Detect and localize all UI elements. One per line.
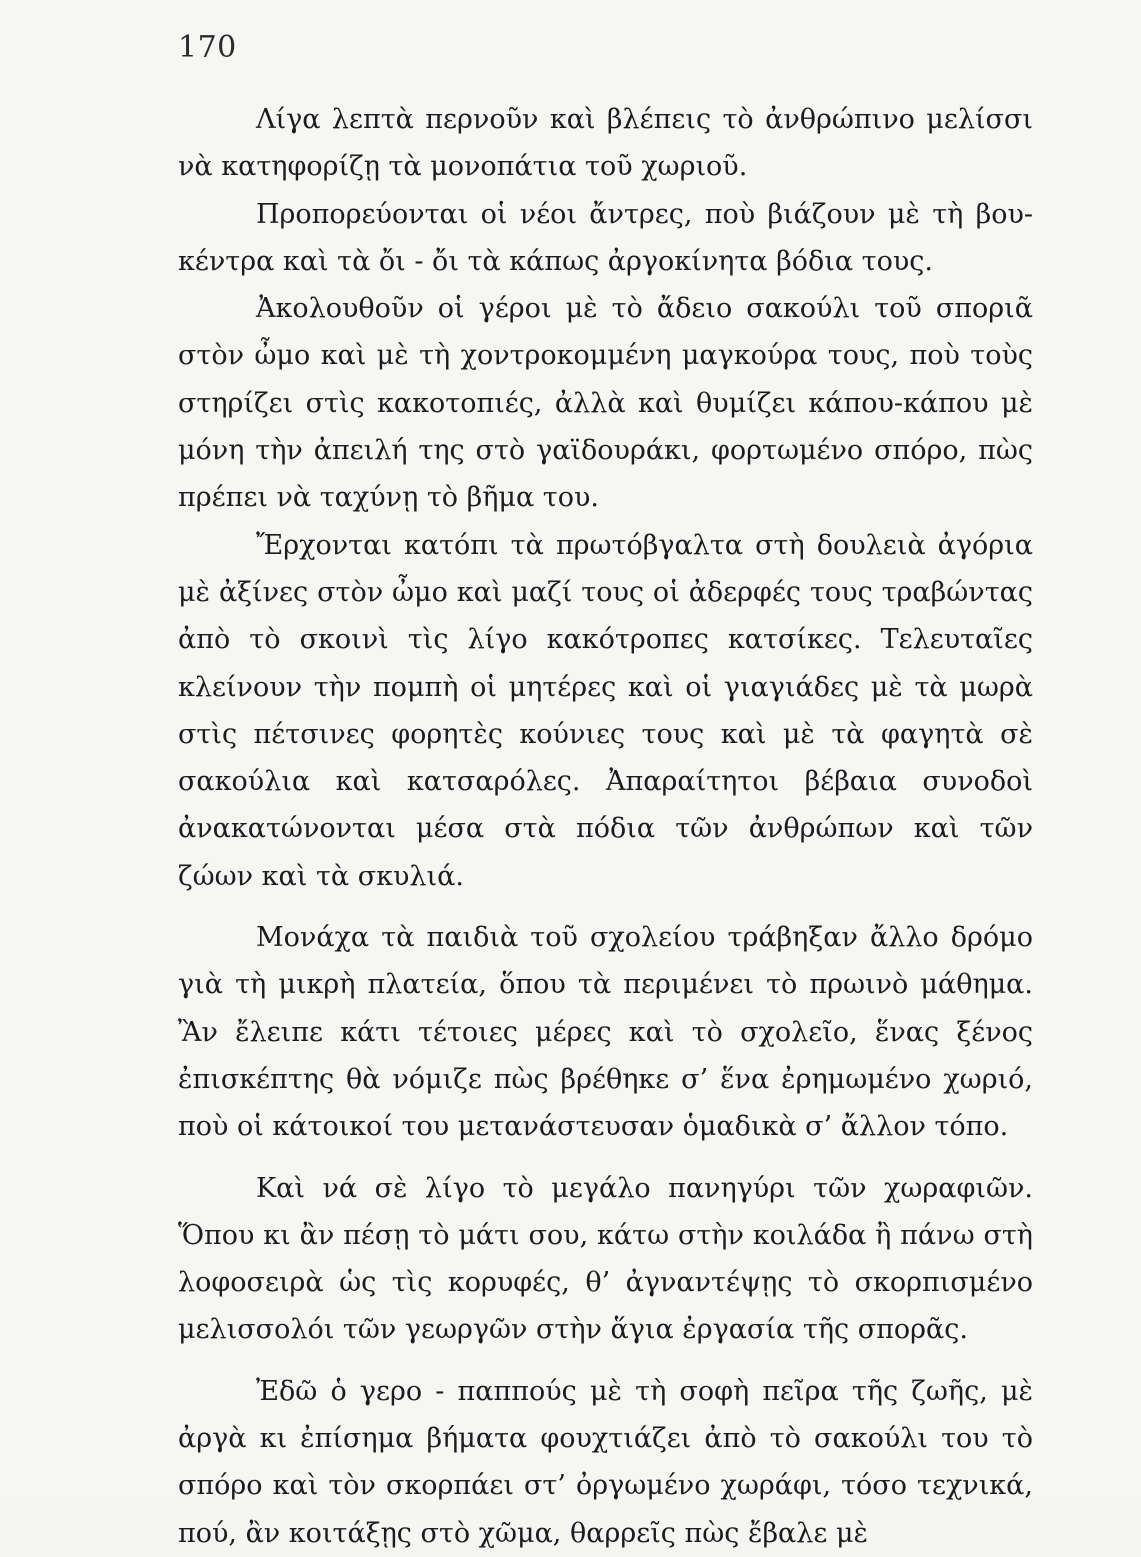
- paragraph: Καὶ νά σὲ λίγο τὸ μεγάλο πανηγύρι τῶν χωραφιῶν. Ὅπου κι ἂν πέσῃ τὸ μάτι σου, κάτω στὴν κοιλάδα ἢ πάνω στὴ λοφοσειρὰ ὡς τὶς κορυφές, θ’ ἀγναντέψῃς τὸ σκορπισμένο μελισσολόι τῶν γεωργῶν στὴν ἅγια ἐργασία τῆς σπορᾶς.: [178, 1172, 1033, 1346]
- paragraph: Μονάχα τὰ παιδιὰ τοῦ σχολείου τράβηξαν ἄλλο δρόμο γιὰ τὴ μικρὴ πλατεία, ὅπου τὰ περιμένει τὸ πρωινὸ μάθημα. Ἂν ἔλειπε κάτι τέτοιες μέρες καὶ τὸ σχολεῖο, ἕνας ξένος ἐπισκέπτης θὰ νόμιζε πὼς βρέθηκε σ’ ἕνα ἐρημωμένο χωριό, ποὺ οἱ κάτοικοί του μετανάστευσαν ὁμαδικὰ σ’ ἄλλον τόπο.: [178, 922, 1033, 1143]
- body-text: [178, 96, 1033, 1557]
- page-number: 170: [178, 30, 237, 65]
- paragraph: Ἔρχονται κατόπι τὰ πρωτόβγαλτα στὴ δουλειὰ ἀγόρια μὲ ἀξίνες στὸν ὦμο καὶ μαζί τους οἱ ἀδερφές τους τραβώντας ἀπὸ τὸ σκοινὶ τὶς λίγο κακότροπες κατσίκες. Τελευταῖες κλείνουν τὴν πομπὴ οἱ μητέρες καὶ οἱ γιαγιάδες μὲ τὰ μωρὰ στὶς πέτσινες φορητὲς κούνιες τους καὶ μὲ τὰ φαγητὰ σὲ σακούλια καὶ κατσαρόλες. Ἀπαραίτητοι βέβαια συνοδοὶ ἀνακατώνονται μέσα στὰ πόδια τῶν ἀνθρώπων καὶ τῶν ζώων καὶ τὰ σκυλιά.: [178, 529, 1033, 892]
- paragraph: Ἀκολουθοῦν οἱ γέροι μὲ τὸ ἄδειο σακούλι τοῦ σποριᾶ στὸν ὦμο καὶ μὲ τὴ χοντροκομμένη μαγκούρα τους, ποὺ τοὺς στηρίζει στὶς κακοτοπιές, ἀλλὰ καὶ θυμίζει κάπου-κάπου μὲ μόνη τὴν ἀπειλή της στὸ γαϊδουράκι, φορτωμένο σπόρο, πὼς πρέπει νὰ ταχύνῃ τὸ βῆμα του.: [178, 293, 1033, 514]
- paragraph: Προπορεύονται οἱ νέοι ἄντρες, ποὺ βιάζουν μὲ τὴ βουκέντρα καὶ τὰ ὄι - ὄι τὰ κάπως ἀργοκίνητα βόδια τους.: [178, 198, 1033, 277]
- paragraph: Ἐδῶ ὁ γερο - παππούς μὲ τὴ σοφὴ πεῖρα τῆς ζωῆς, μὲ ἀργὰ κι ἐπίσημα βήματα φουχτιάζει ἀπὸ τὸ σακούλι του τὸ σπόρο καὶ τὸν σκορπάει στ’ ὀργωμένο χωράφι, τόσο τεχνικά, πού, ἂν κοιτάξῃς στὸ χῶμα, θαρρεῖς πὼς ἔβαλε μὲ: [178, 1375, 1033, 1549]
- paragraph: Λίγα λεπτὰ περνοῦν καὶ βλέπεις τὸ ἀνθρώπινο μελίσσι νὰ κατηφορίζῃ τὰ μονοπάτια τοῦ χωριοῦ.: [178, 104, 1033, 183]
